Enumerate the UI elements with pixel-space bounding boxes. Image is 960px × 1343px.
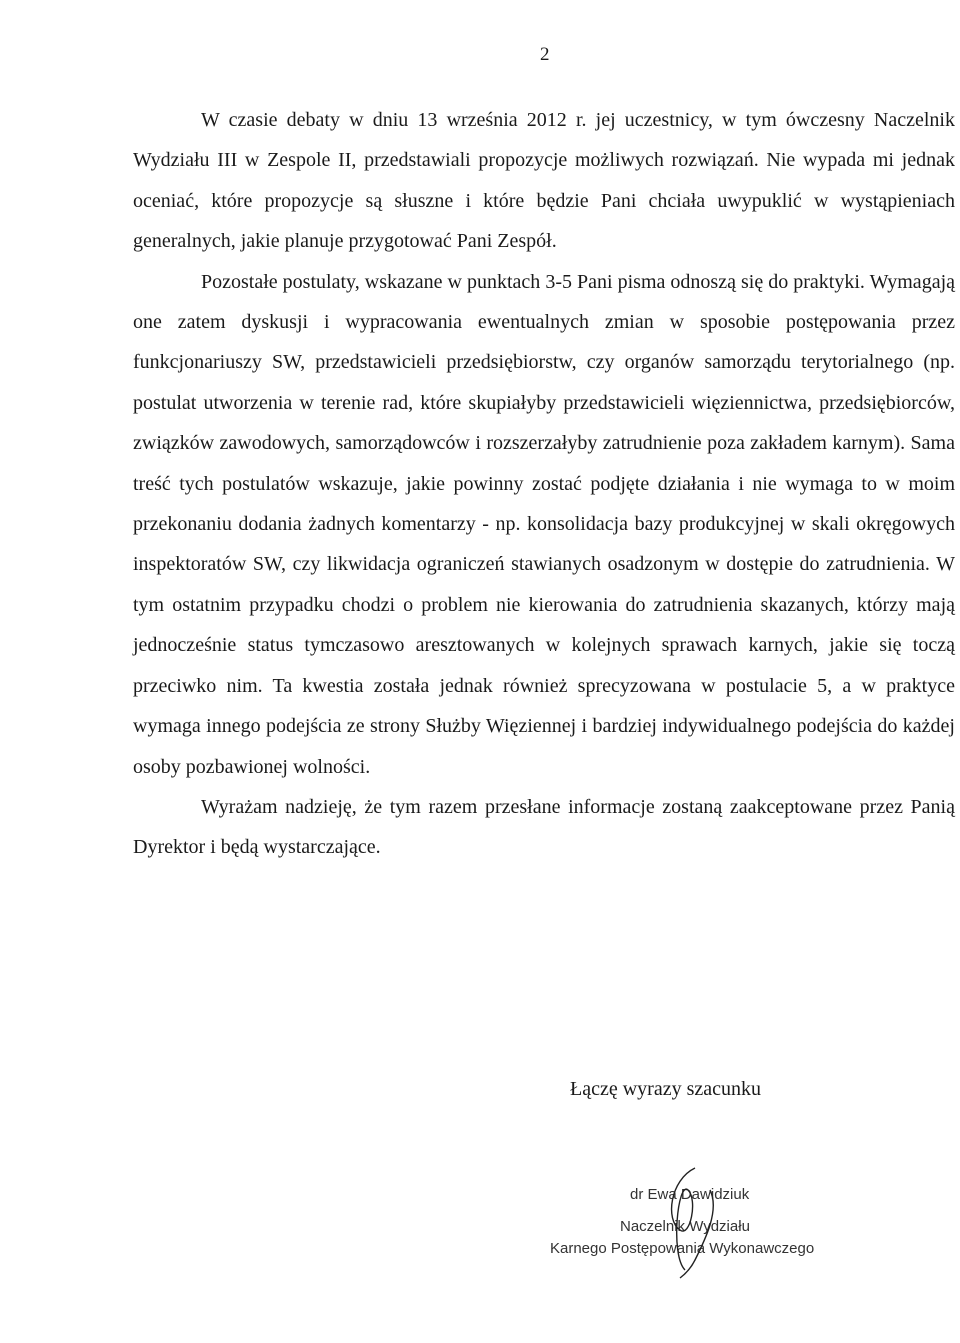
paragraph-2: Pozostałe postulaty, wskazane w punktach 3-5 Pani pisma odnoszą się do praktyki. Wymagają one zatem dyskusji i wypracowania ewentualnych zmian w sposobie postępowania przez funkcjonariuszy SW, przedstawicieli przedsiębiorstw, czy organów samorządu terytorialnego (np. postulat utworzenia w terenie rad, które skupiałyby przedstawicieli więziennictwa, przedsiębiorców, związków zawodowych, samorządowców i rozszerzałyby zatrudnienie poza zakładem karnym). Sama treść tych postulatów wskazuje, jakie powinny zostać podjęte działania i nie wymaga to w moim przekonaniu dodania żadnych komentarzy - np. konsolidacja bazy produkcyjnej w skali okręgowych inspektoratów SW, czy likwidacja ograniczeń stawianych osadzonym w dostępie do zatrudnienia. W tym ostatnim przypadku chodzi o problem nie kierowania do zatrudnienia skazanych, którzy mają jednocześnie status tymczasowo aresztowanych w kolejnych sprawach karnych, jakie się toczą przeciwko nim. Ta kwestia została jednak również sprecyzowana w postulacie 5, a w praktyce wymaga innego podejścia ze strony Służby Więziennej i bardziej indywidualnego podejścia do każdej osoby pozbawionej wolności.	[133, 270, 955, 778]
page-number: 2	[540, 44, 550, 65]
paragraph-1: W czasie debaty w dniu 13 września 2012 r. jej uczestnicy, w tym ówczesny Naczelnik Wydziału III w Zespole II, przedstawiali propozycje możliwych rozwiązań. Nie wypada mi jednak oceniać, które propozycje są słuszne i które będzie Pani chciała uwypuklić w wystąpieniach generalnych, jakie planuje przygotować Pani Zespół.	[133, 109, 955, 253]
paragraph-3: Wyrażam nadzieję, że tym razem przesłane informacje zostaną zaakceptowane przez Panią Dyrektor i będą wystarczające.	[133, 795, 955, 859]
stamp-name: dr Ewa Dawidziuk	[630, 1186, 750, 1203]
closing-phrase: Łączę wyrazy szacunku	[570, 1078, 761, 1100]
stamp-department: Karnego Postępowania Wykonawczego	[550, 1240, 815, 1257]
letter-body	[133, 100, 955, 868]
stamp-title: Naczelnik Wydziału	[620, 1218, 750, 1235]
signature-stamp	[520, 1160, 860, 1290]
